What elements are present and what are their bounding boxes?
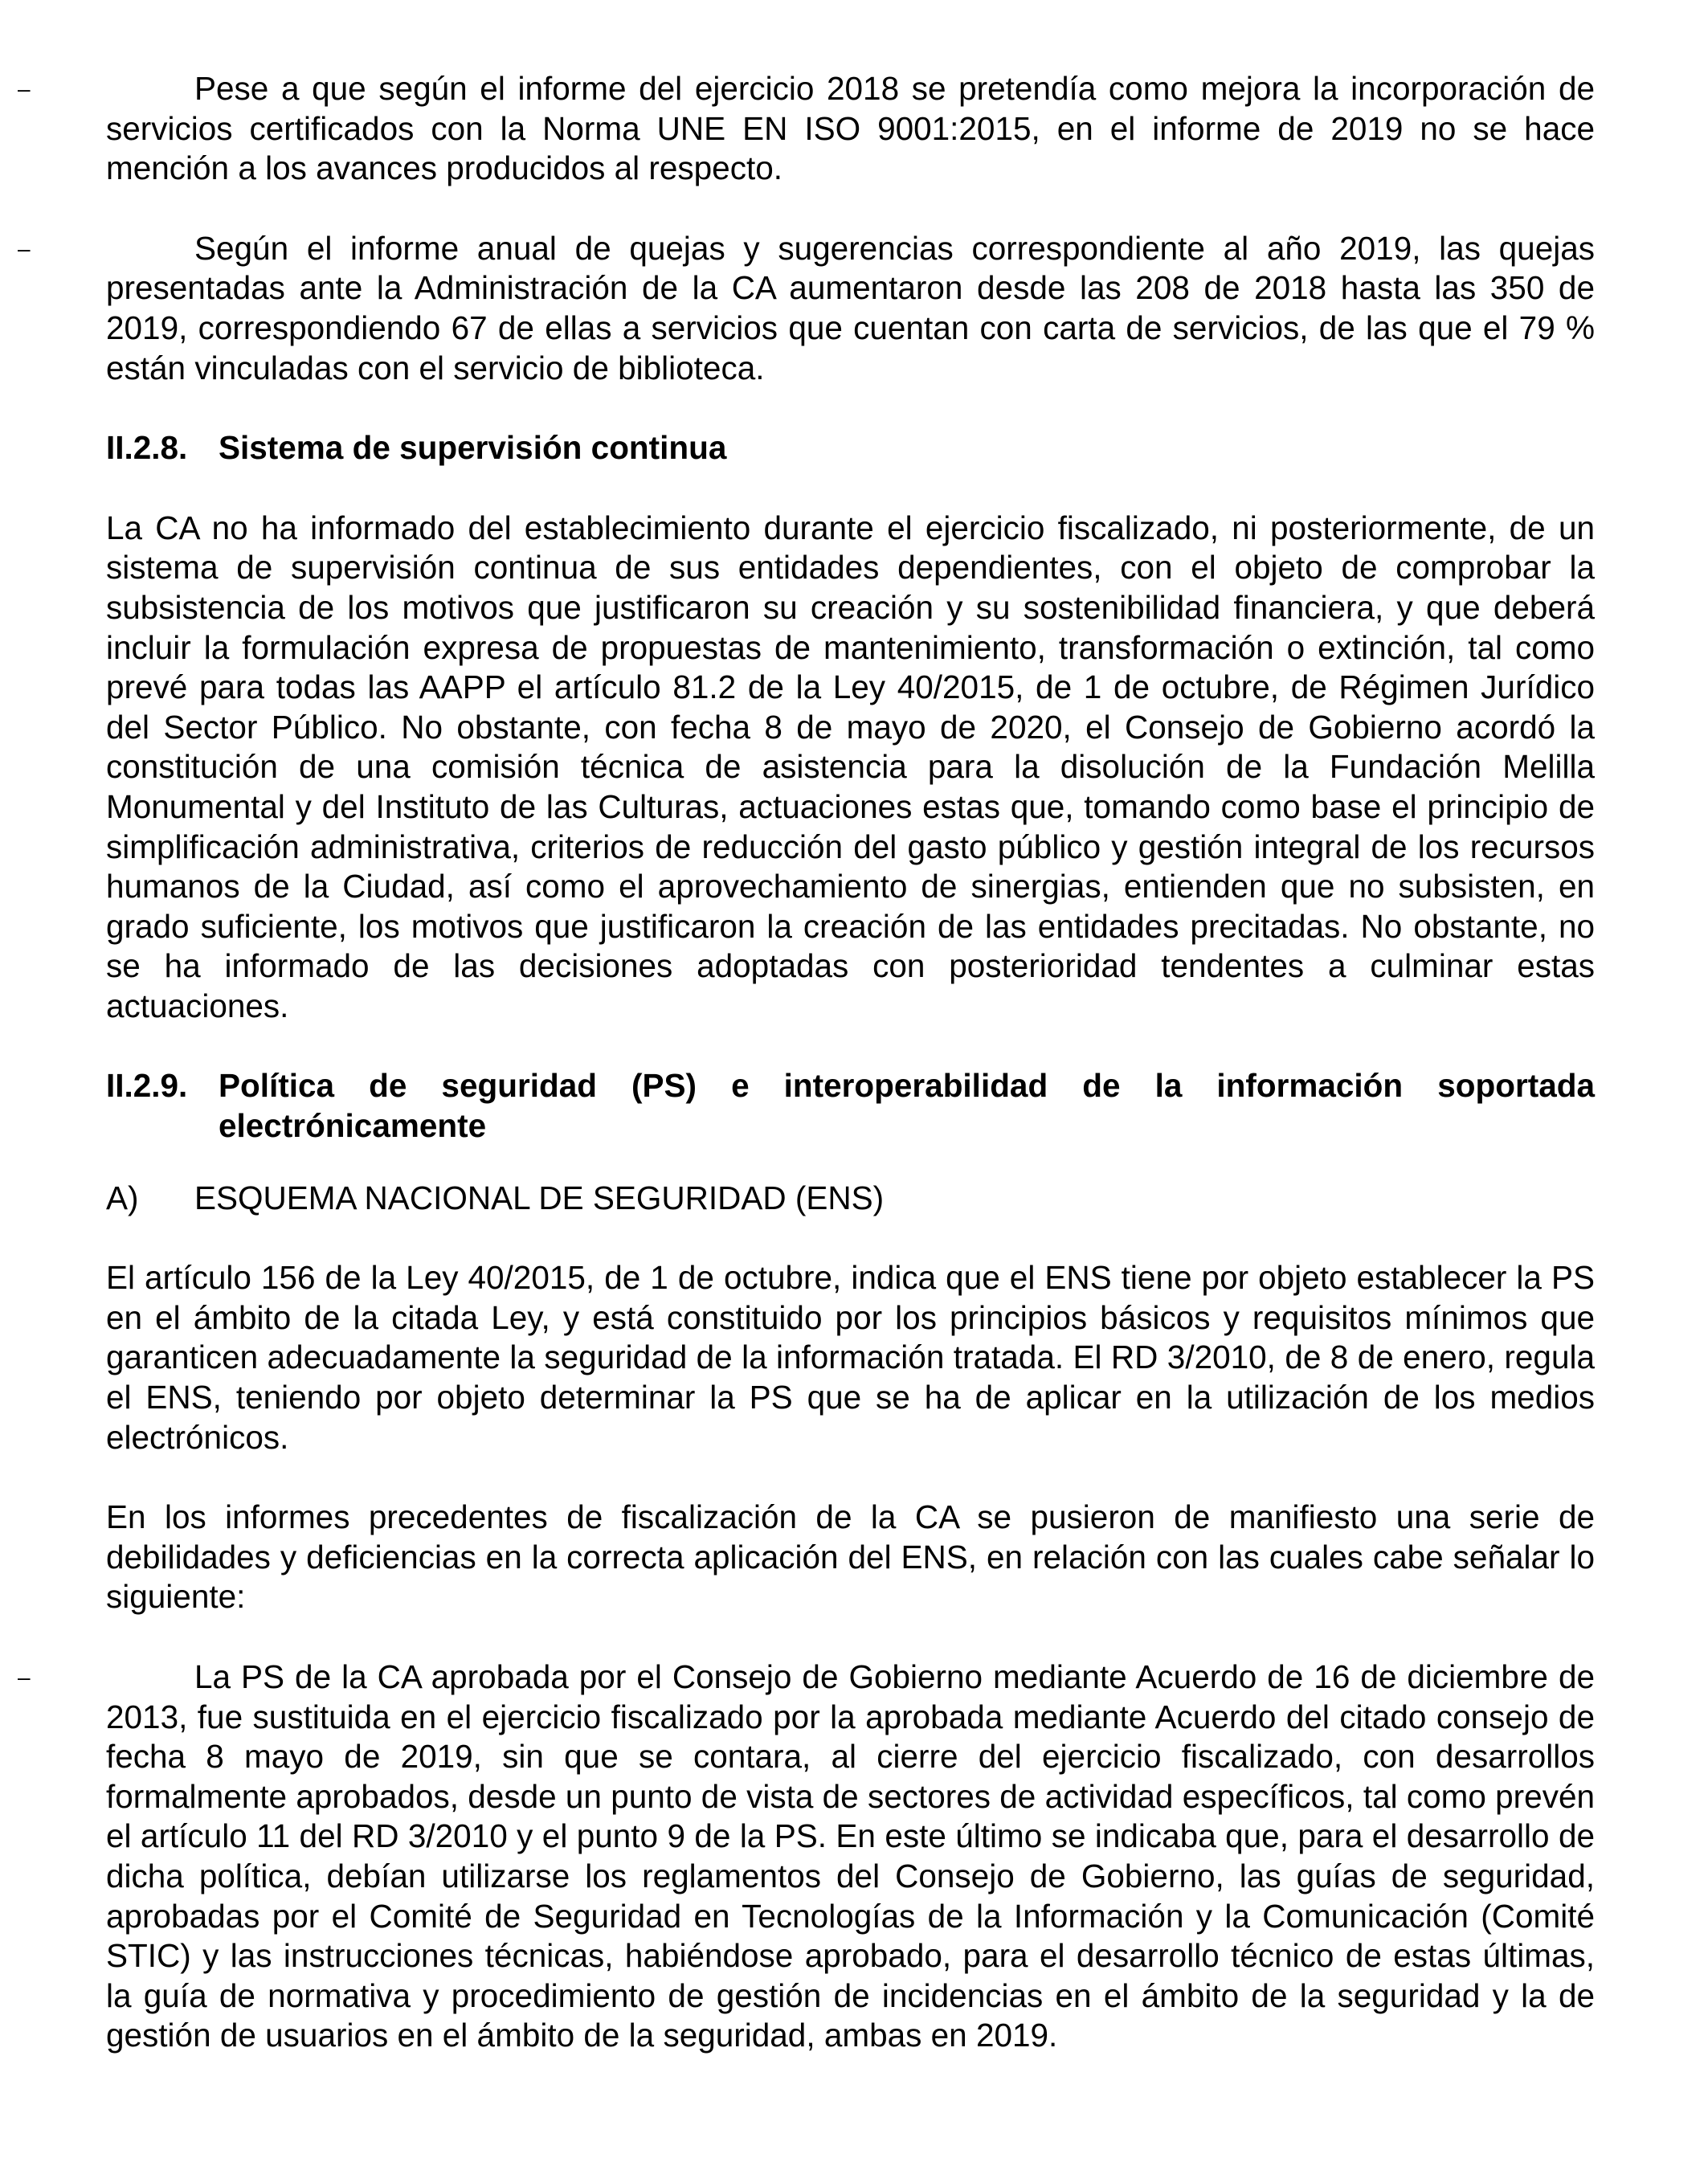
paragraph-supervision: La CA no ha informado del establecimiento durante el ejercicio fiscalizado, ni posteriormente, de un sistema de supervisión continua de sus entidades dependientes, con el objeto de comprobar la subsistencia de los motivos que justificaron su creación y su sostenibilidad financiera, y que deberá incluir la formulación expresa de propuestas de mantenimiento, transformación o extinción, tal como prevé para todas las AAPP el artículo 81.2 de la Ley 40/2015, de 1 de octubre, de Régimen Jurídico del Sector Público. No obstante, con fecha 8 de mayo de 2020, el Consejo de Gobierno acordó la constitución de una comisión técnica de asistencia para la disolución de la Fundación Melilla Monumental y del Instituto de las Culturas, actuaciones estas que, tomando como base el principio de simplificación administrativa, criterios de reducción del gasto público y gestión integral de los recursos humanos de la Ciudad, así como el aprovechamiento de sinergias, entienden que no subsisten, en grado suficiente, los motivos que justificaron la creación de las entidades precitadas. No obstante, no se ha informado de las decisiones adoptadas con posterioridad tendentes a culminar estas actuaciones. (106, 509, 1595, 1024)
section-heading-2-2-9 (106, 1066, 1595, 1146)
section-title: Sistema de supervisión continua (219, 429, 727, 467)
bullet-paragraph-ps (18, 1657, 1595, 2056)
section-number: II.2.9. (106, 1067, 188, 1105)
section-number: II.2.8. (106, 429, 188, 467)
document-page (18, 69, 1595, 2056)
section-title: Política de seguridad (PS) e interoperabilidad de la información soportada electrónicamente (219, 1067, 1595, 1145)
subsection-letter: A) (106, 1179, 139, 1216)
paragraph-text: Según el informe anual de quejas y sugerencias correspondiente al año 2019, las quejas presentadas ante la Administración de la CA aumentaron desde las 208 de 2018 hasta las 350 de 2019, correspondiendo 67 de ellas a servicios que cuentan con carta de servicios, de las que el 79 % están vinculadas con el servicio de biblioteca. (106, 229, 1595, 386)
paragraph-ens-articulo: El artículo 156 de la Ley 40/2015, de 1 de octubre, indica que el ENS tiene por objeto establecer la PS en el ámbito de la citada Ley, y está constituido por los principios básicos y requisitos mínimos que garanticen adecuadamente la seguridad de la información tratada. El RD 3/2010, de 8 de enero, regula el ENS, teniendo por objeto determinar la PS que se ha de aplicar en la utilización de los medios electrónicos. (106, 1259, 1595, 1456)
bullet-paragraph-iso (18, 69, 1595, 189)
bullet-paragraph-quejas (18, 229, 1595, 388)
dash-bullet: – (18, 235, 31, 261)
dash-bullet: – (18, 1665, 31, 1690)
paragraph-text: Pese a que según el informe del ejercicio 2018 se pretendía como mejora la incorporación de servicios certificados con la Norma UNE EN ISO 9001:2015, en el informe de 2019 no se hace mención a los avances producidos al respecto. (106, 70, 1595, 187)
dash-bullet: – (18, 76, 31, 101)
paragraph-text: La PS de la CA aprobada por el Consejo de Gobierno mediante Acuerdo de 16 de diciembre de 2013, fue sustituida en el ejercicio fiscalizado por la aprobada mediante Acuerdo del citado consejo de fecha 8 mayo de 2019, sin que se contara, al cierre del ejercicio fiscalizado, con desarrollos formalmente aprobados, desde un punto de vista de sectores de actividad específicos, tal como prevén el artículo 11 del RD 3/2010 y el punto 9 de la PS. En este último se indicaba que, para el desarrollo de dicha política, debían utilizarse los reglamentos del Consejo de Gobierno, las guías de seguridad, aprobadas por el Comité de Seguridad en Tecnologías de la Información y la Comunicación (Comité STIC) y las instrucciones técnicas, habiéndose aprobado, para el desarrollo técnico de estas últimas, la guía de normativa y procedimiento de gestión de incidencias en el ámbito de la seguridad y la de gestión de usuarios en el ámbito de la seguridad, ambas en 2019. (106, 1658, 1595, 2054)
subsection-title: ESQUEMA NACIONAL DE SEGURIDAD (ENS) (194, 1179, 885, 1216)
subsection-heading-a (106, 1179, 1595, 1219)
paragraph-informes-precedentes: En los informes precedentes de fiscalización de la CA se pusieron de manifiesto una serie de debilidades y deficiencias en la correcta aplicación del ENS, en relación con las cuales cabe señalar lo siguiente: (106, 1498, 1595, 1616)
section-heading-2-2-8 (106, 428, 1595, 468)
